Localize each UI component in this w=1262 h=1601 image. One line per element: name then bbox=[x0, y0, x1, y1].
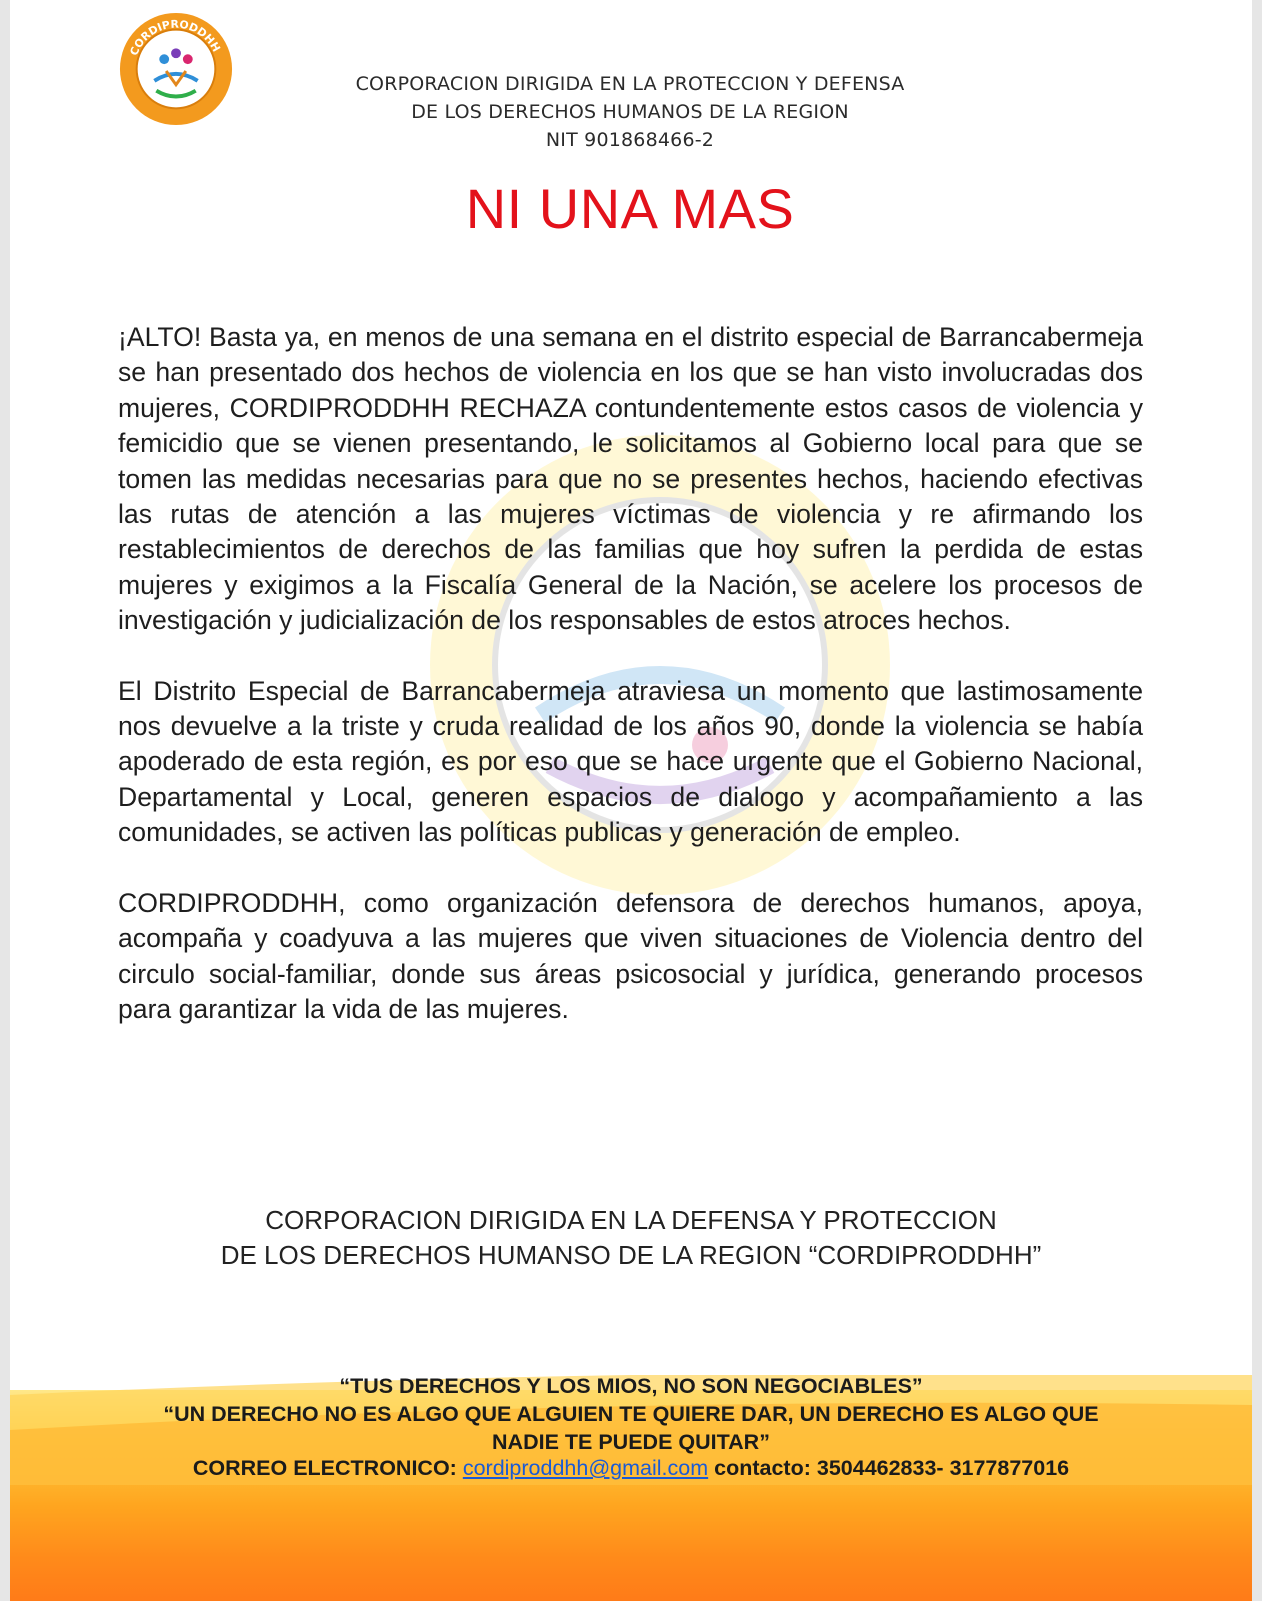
document-header bbox=[300, 70, 960, 154]
paragraph-1: ¡ALTO! Basta ya, en menos de una semana en el distrito especial de Barrancabermeja se han presentado dos hechos de violencia en los que se han visto involucradas dos mujeres, CORDIPRODDHH RECHAZA contundentemente estos casos de violencia y femicidio que se vienen presentando, le solicitamos al Gobierno local para que se tomen las medidas necesarias para que no se presentes hechos, haciendo efectivas las rutas de atención a las mujeres víctimas de violencia y re afirmando los restablecimientos de derechos de las familias que hoy sufren la perdida de estas mujeres y exigimos a la Fiscalía General de la Nación, se acelere los procesos de investigación y judicialización de los responsables de estos atroces hechos. bbox=[118, 322, 1143, 636]
page-title: NI UNA MAS bbox=[465, 177, 795, 240]
cordiproddhh-logo bbox=[117, 10, 235, 128]
slogan-line-1: “TUS DERECHOS Y LOS MIOS, NO SON NEGOCIABLES” bbox=[339, 1374, 923, 1398]
footer-organization bbox=[150, 1203, 1112, 1273]
paragraph-2: El Distrito Especial de Barrancabermeja atraviesa un momento que lastimosamente nos devuelve a la triste y cruda realidad de los años 90, donde la violencia se había apoderado de esta región, es por eso que se hace urgente que el Gobierno Nacional, Departamental y Local, generen espacios de dialogo y acompañamiento a las comunidades, se activen las políticas publicas y generación de empleo. bbox=[118, 675, 1143, 848]
email-link[interactable]: cordiproddhh@gmail.com bbox=[462, 1456, 709, 1480]
contact-line bbox=[120, 1456, 1142, 1481]
svg-text:CORDIPRODDHH: CORDIPRODDHH bbox=[127, 17, 223, 58]
email-label: CORREO ELECTRONICO: bbox=[192, 1456, 457, 1480]
slogans bbox=[120, 1372, 1142, 1456]
phone-label: contacto: bbox=[714, 1456, 811, 1480]
page-edge-left bbox=[0, 0, 10, 1601]
phone-numbers: 3504462833- 3177877016 bbox=[816, 1456, 1070, 1480]
header-nit: NIT 901868466-2 bbox=[545, 129, 715, 151]
header-line-1: CORPORACION DIRIGIDA EN LA PROTECCION Y DEFENSA bbox=[355, 73, 905, 95]
page-edge-right bbox=[1252, 0, 1262, 1601]
body-text bbox=[118, 320, 1143, 1062]
footer-org-line-2: DE LOS DERECHOS HUMANSO DE LA REGION “CORDIPRODDHH” bbox=[220, 1240, 1042, 1270]
header-line-2: DE LOS DERECHOS HUMANOS DE LA REGION bbox=[411, 101, 849, 123]
slogan-line-3: NADIE TE PUEDE QUITAR” bbox=[492, 1430, 770, 1454]
slogan-line-2: “UN DERECHO NO ES ALGO QUE ALGUIEN TE QUIERE DAR, UN DERECHO ES ALGO QUE bbox=[163, 1402, 1099, 1426]
paragraph-3: CORDIPRODDHH, como organización defensora de derechos humanos, apoya, acompaña y coadyuva a las mujeres que viven situaciones de Violencia dentro del circulo social-familiar, donde sus áreas psicosocial y jurídica, generando procesos para garantizar la vida de las mujeres. bbox=[118, 887, 1143, 1024]
footer-org-line-1: CORPORACION DIRIGIDA EN LA DEFENSA Y PROTECCION bbox=[265, 1205, 997, 1235]
